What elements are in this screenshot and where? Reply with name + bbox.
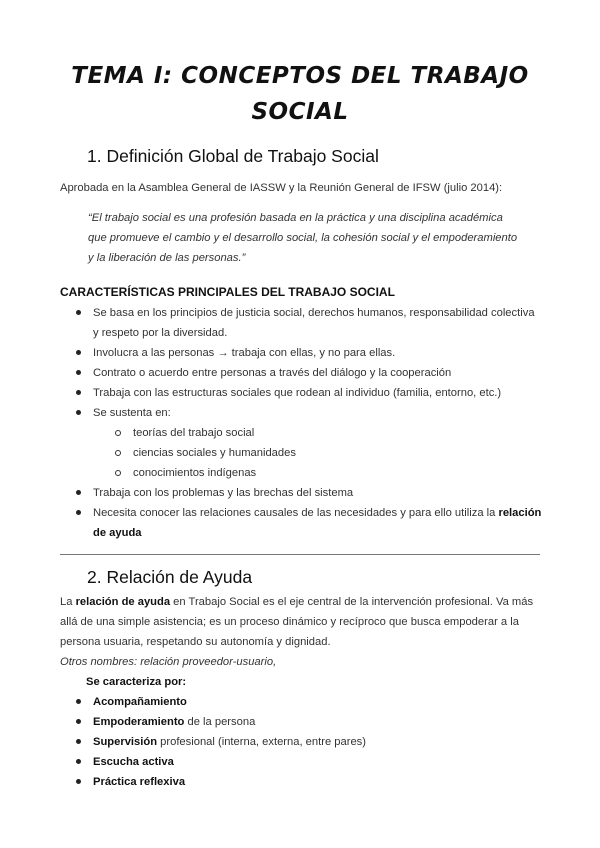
bullet-dot [76, 350, 81, 355]
bullet-dot [76, 759, 81, 764]
list-item: Acompañamiento [73, 692, 543, 712]
sub-list-item: teorías del trabajo social [113, 423, 543, 443]
characteristics-heading: CARACTERÍSTICAS PRINCIPALES DEL TRABAJO SOCIAL [60, 285, 395, 299]
section1-heading: 1. Definición Global de Trabajo Social [87, 146, 379, 166]
list-item: Empoderamiento de la persona [73, 712, 543, 732]
list-item: Práctica reflexiva [73, 772, 543, 792]
bullet-dot [76, 310, 81, 315]
title-line-2: SOCIAL [251, 99, 349, 125]
bullet-dot [76, 390, 81, 395]
horizontal-divider [60, 554, 540, 555]
sub-list-item: conocimientos indígenas [113, 463, 543, 483]
list-item: Involucra a las personas → trabaja con ellas, y no para ellas. [73, 343, 543, 363]
list-item: Trabaja con las estructuras sociales que rodean al individuo (familia, entorno, etc.) [73, 383, 543, 403]
bullet-dot [76, 490, 81, 495]
bullet-dot [76, 779, 81, 784]
characterized-label: Se caracteriza por: [86, 676, 187, 688]
sub-list-item: ciencias sociales y humanidades [113, 443, 543, 463]
other-names: Otros nombres: relación proveedor-usuario, [60, 656, 277, 668]
sub-list [93, 423, 543, 483]
bullet-circle [115, 430, 121, 436]
list-item: Trabaja con los problemas y las brechas del sistema [73, 483, 543, 503]
section2-heading: 2. Relación de Ayuda [87, 567, 253, 587]
bullet-dot [76, 719, 81, 724]
section1-intro: Aprobada en la Asamblea General de IASSW y la Reunión General de IFSW (julio 2014): [60, 182, 503, 194]
list-item: Supervisión profesional (interna, externa, entre pares) [73, 732, 543, 752]
bullet-dot [76, 699, 81, 704]
bullet-circle [115, 450, 121, 456]
list-item: Necesita conocer las relaciones causales de las necesidades y para ello utiliza la relación de ayuda [73, 503, 543, 543]
characteristics-list [73, 303, 543, 543]
bullet-dot [76, 370, 81, 375]
list-item: Escucha activa [73, 752, 543, 772]
bullet-dot [76, 410, 81, 415]
document-title [0, 58, 600, 130]
list-item: Se basa en los principios de justicia social, derechos humanos, responsabilidad colectiva y respeto por la diversidad. [73, 303, 543, 343]
features-list [73, 692, 543, 792]
section2-paragraph: La relación de ayuda en Trabajo Social es el eje central de la intervención profesional. Va más allá de una simple asistencia; es un proceso dinámico y recíproco que busca empoderar a la persona usuaria, respetando su autonomía y dignidad. [60, 596, 534, 648]
list-item: Contrato o acuerdo entre personas a través del diálogo y la cooperación [73, 363, 543, 383]
list-item: Se sustenta en: teorías del trabajo social ciencias sociales y humanidades conocimientos indígenas [73, 403, 543, 483]
bullet-circle [115, 470, 121, 476]
bullet-dot [76, 510, 81, 515]
definition-quote: “El trabajo social es una profesión basada en la práctica y una disciplina académica que promueve el cambio y el desarrollo social, la cohesión social y el empoderamiento y la liberación de las personas.” [88, 212, 518, 264]
bullet-dot [76, 739, 81, 744]
title-line-1: TEMA I: CONCEPTOS DEL TRABAJO [71, 63, 529, 89]
